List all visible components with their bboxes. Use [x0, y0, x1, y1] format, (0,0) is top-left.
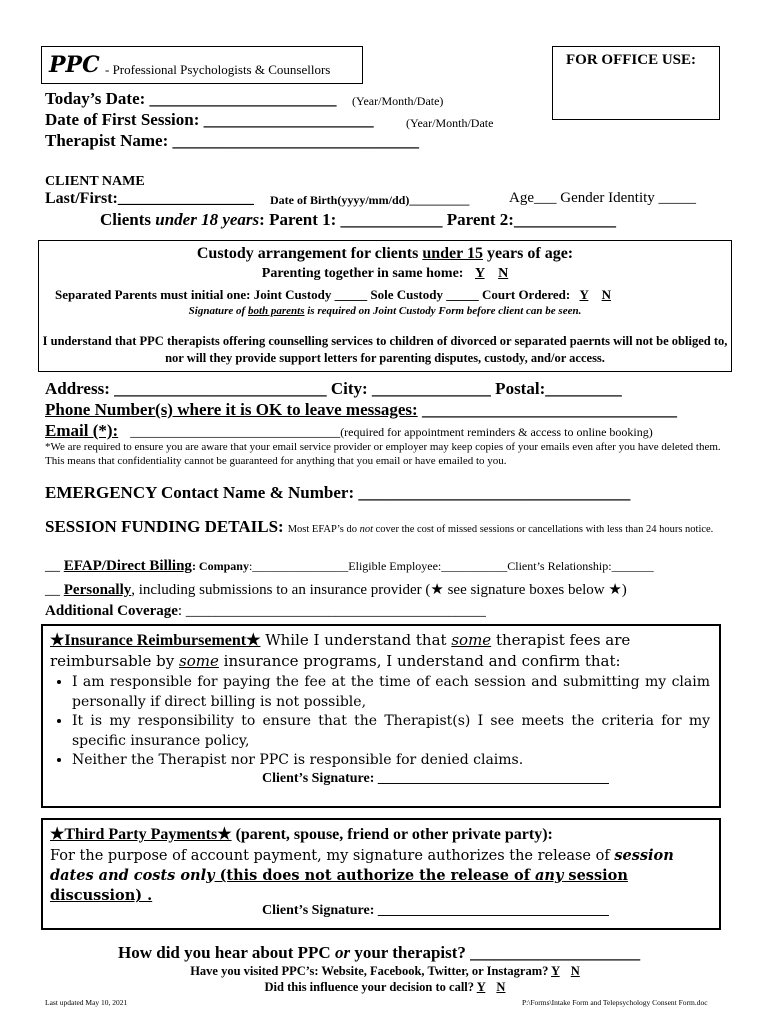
phone-blank: ______________________________	[421, 400, 677, 419]
insurance-some-2: some	[179, 652, 219, 670]
insurance-title: ★Insurance Reimbursement★	[50, 632, 261, 649]
phone-line[interactable]	[45, 400, 677, 420]
insurance-bullet-3: • Neither the Therapist nor PPC is responsible for denied claims.	[72, 751, 710, 771]
hear-label: How did you hear about PPC	[118, 943, 335, 962]
signature-pre: Signature of	[188, 305, 248, 317]
parents-under18: under 18 years	[155, 210, 260, 229]
insurance-intro-3: insurance programs, I understand and confirm that:	[218, 652, 621, 670]
email-hint: (required for appointment reminders & access to online booking)	[340, 425, 653, 439]
efap-company-label: : Company	[191, 559, 249, 573]
visited-no[interactable]: N	[570, 964, 580, 978]
custody-title-under15: under 15	[422, 245, 483, 262]
additional-label: Additional Coverage	[45, 603, 178, 619]
signature-post: is required on Joint Custody Form before client can be seen.	[304, 305, 582, 317]
email-note: *We are required to ensure you are aware that your email service provider or employer may keep copies of your emails even after you have deleted them. This means that confidentiality cannot be guaranteed for anything that you email or have emailed to you.	[45, 441, 721, 467]
funding-note-post: cover the cost of missed sessions or cancellations with less than 24 hours notice.	[373, 524, 714, 535]
parents-prefix: Clients	[100, 210, 156, 229]
influence-no[interactable]: N	[496, 980, 506, 994]
custody-title	[38, 245, 732, 263]
influence-yes[interactable]: Y	[476, 980, 486, 994]
insurance-intro-2: therapist fees are reimbursable by	[50, 631, 631, 670]
insurance-bullet-1: • I am responsible for paying the fee at the time of each session and submitting my claim personally if direct billing is not possible,	[72, 673, 710, 712]
last-updated: Last updated May 10, 2021	[45, 998, 128, 1007]
parenting-line	[38, 266, 732, 282]
separated-label[interactable]: Separated Parents must initial one: Joint Custody _____ Sole Custody _____ Court Ordered:	[55, 287, 571, 302]
dob-label: Date of Birth(yyyy/mm/dd)__________	[270, 193, 470, 207]
emergency-contact-line[interactable]: EMERGENCY Contact Name & Number: ________________________________	[45, 483, 631, 502]
personally-label: Personally	[63, 582, 132, 598]
third-party-body-any: any	[535, 867, 564, 884]
client-name-title: CLIENT NAME	[45, 174, 145, 189]
parents-line[interactable]	[100, 210, 616, 230]
office-use-label: FOR OFFICE USE:	[566, 52, 697, 68]
visited-yes[interactable]: Y	[551, 964, 560, 978]
efap-blank: __	[45, 558, 64, 574]
influence-line	[0, 980, 770, 995]
personally-rest: , including submissions to an insurance provider (★ see signature boxes below ★)	[131, 582, 627, 598]
funding-details	[45, 518, 725, 539]
additional-blank: : ________________________________________	[177, 603, 486, 619]
third-party-body-pre: For the purpose of account payment, my signature authorizes the release of	[50, 848, 615, 864]
personally-blank: __	[45, 582, 64, 598]
last-first-field[interactable]: Last/First:_________________	[45, 190, 254, 207]
efap-line[interactable]	[45, 557, 654, 575]
parenting-no[interactable]: N	[498, 266, 509, 281]
age-gender-field[interactable]: Age___ Gender Identity _____	[509, 190, 697, 206]
phone-label: Phone Number(s) where it is OK to leave messages:	[45, 400, 418, 419]
custody-understanding: I understand that PPC therapists offering counselling services to children of divorced or separated paernts will not be obliged to, nor will they provide support letters for parenting disputes, custody, and/or access.	[42, 334, 728, 365]
court-no[interactable]: N	[601, 287, 611, 302]
address-line[interactable]: Address: _________________________ City: ______________ Postal:_________	[45, 379, 622, 398]
third-party-body	[50, 846, 712, 906]
first-session-hint: (Year/Month/Date	[406, 116, 494, 130]
third-party-signature[interactable]: Client’s Signature: _________________________________	[262, 903, 609, 918]
therapist-name-field[interactable]: Therapist Name: _____________________________	[45, 131, 419, 150]
visited-line	[0, 964, 770, 979]
funding-title: SESSION FUNDING DETAILS:	[45, 517, 284, 536]
dob-field[interactable]	[270, 193, 469, 208]
third-party-body-em: session dates and costs only	[50, 847, 674, 884]
email-label: Email (*):	[45, 421, 119, 440]
influence-label: Did this influence your decision to call?	[264, 980, 475, 994]
todays-date-hint: (Year/Month/Date)	[352, 94, 444, 108]
insurance-signature[interactable]: Client’s Signature: _________________________________	[262, 771, 609, 786]
separated-line	[55, 287, 611, 303]
personally-line[interactable]	[45, 580, 627, 599]
hear-or: or	[334, 943, 351, 962]
third-party-title: ★Third Party Payments★	[50, 826, 232, 843]
insurance-some-1: some	[451, 631, 492, 649]
ppc-logo: PPC	[49, 52, 100, 78]
insurance-intro	[50, 630, 710, 672]
funding-note-not: not	[359, 524, 373, 535]
custody-title-pre: Custody arrangement for clients	[196, 245, 423, 262]
court-yes[interactable]: Y	[579, 287, 589, 302]
signature-both-parents: both parents	[247, 305, 305, 317]
email-line[interactable]	[45, 421, 653, 441]
insurance-bullets	[46, 673, 710, 771]
parenting-yes[interactable]: Y	[474, 266, 485, 281]
org-name: - Professional Psychologists & Counsellors	[105, 62, 331, 77]
efap-fields: :________________Eligible Employee:___________Client’s Relationship:_______	[248, 559, 654, 573]
additional-coverage-line[interactable]	[45, 603, 486, 620]
hear-rest: your therapist? ____________________	[350, 943, 641, 962]
custody-title-post: years of age:	[482, 245, 574, 262]
first-session-field[interactable]: Date of First Session: ____________________	[45, 110, 374, 129]
hear-about-line[interactable]	[118, 943, 640, 963]
third-party-body-post: session discussion) .	[50, 867, 628, 904]
insurance-intro-1: While I understand that	[260, 631, 452, 649]
third-party-body-mid: (this does not authorize the release of	[214, 867, 535, 884]
file-path: P:\Forms\Intake Form and Telepsychology Consent Form.doc	[522, 998, 708, 1007]
insurance-bullet-2: • It is my responsibility to ensure that the Therapist(s) I see meets the criteria for my specific insurance policy,	[72, 712, 710, 751]
visited-label: Have you visited PPC’s: Website, Facebook, Twitter, or Instagram?	[190, 964, 549, 978]
third-party-title-rest: (parent, spouse, friend or other private party):	[231, 826, 553, 843]
email-blank: ______________________________	[130, 425, 341, 440]
parenting-label: Parenting together in same home:	[261, 266, 464, 281]
efap-label: EFAP/Direct Billing	[63, 558, 192, 574]
todays-date-field[interactable]: Today’s Date: ______________________	[45, 89, 337, 108]
funding-note-pre: Most EFAP’s do	[287, 524, 360, 535]
parents-rest: : Parent 1: ____________ Parent 2:____________	[259, 210, 616, 229]
signature-requirement	[38, 305, 732, 317]
third-party-title-line	[50, 824, 553, 844]
